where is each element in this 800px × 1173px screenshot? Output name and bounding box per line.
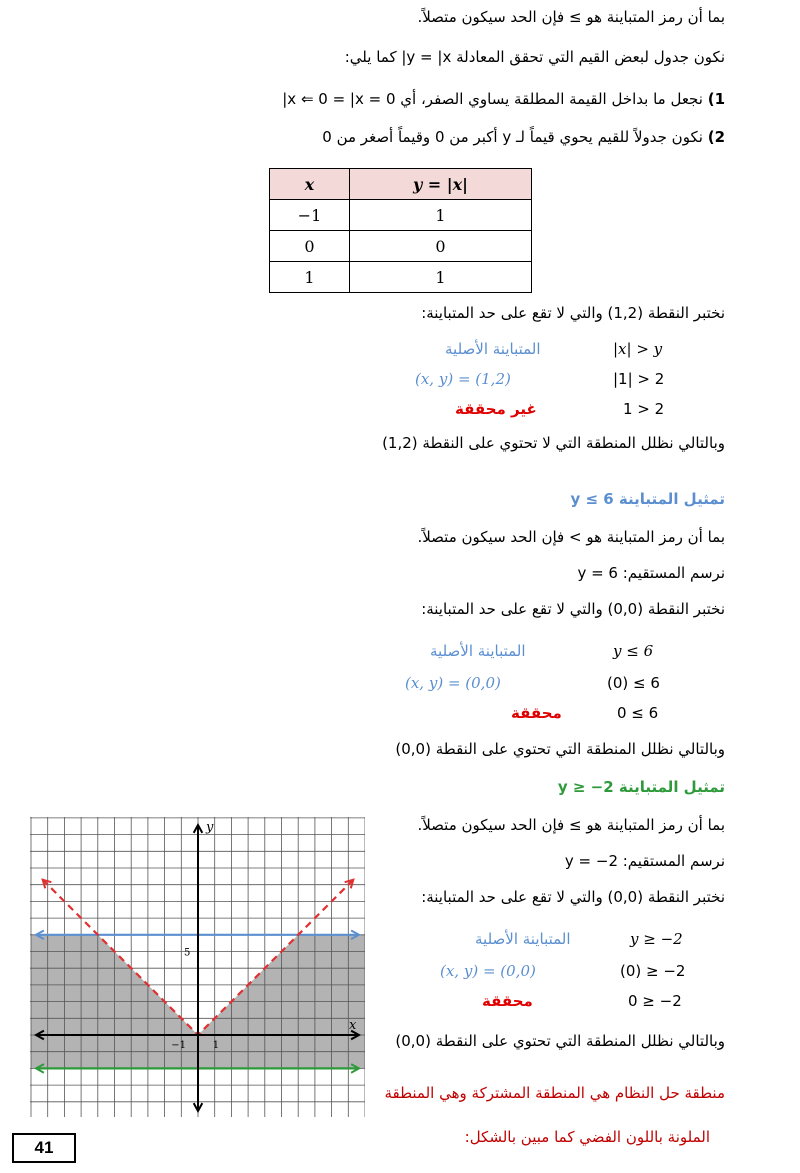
section2-heading: تمثيل المتباينة y ≤ 6 (570, 490, 725, 508)
test1-row-3-left: 1 > 2 (623, 400, 665, 418)
section3-conclusion: وبالتالي نظلل المنطقة التي تحتوي على النقطة (0,0) (395, 1032, 725, 1050)
intro-line-4 (322, 128, 725, 146)
section2-row-1-left: y ≤ 6 (613, 642, 654, 660)
table-cell: 0 (349, 231, 531, 262)
page-number: 41 (12, 1133, 76, 1163)
section2-row-1-right: المتباينة الأصلية (430, 642, 526, 660)
section2-row-2-left: (0) ≤ 6 (607, 674, 660, 692)
table-row (270, 231, 532, 262)
x-axis-label: x (349, 1018, 357, 1033)
test1-row-2-right: (x, y) = (1,2) (415, 370, 511, 388)
test1-title: نختبر النقطة (1,2) والتي لا تقع على حد المتباينة: (421, 304, 725, 322)
inequality-graph (30, 817, 365, 1117)
test1-row-1-right: المتباينة الأصلية (445, 340, 541, 358)
test1-row-3-right: غير محققة (455, 400, 537, 418)
table-header-x: x (270, 169, 350, 200)
section2-row-3-left: 0 ≤ 6 (617, 704, 659, 722)
section3-row-1-left: y ≥ −2 (630, 930, 683, 948)
section2-line-2: نرسم المستقيم: y = 6 (577, 564, 725, 582)
solution-line-2: الملونة باللون الفضي كما مبين بالشكل: (464, 1128, 710, 1146)
test1-row-1-left: |x| > y (613, 340, 663, 358)
intro-line-2: نكون جدول لبعض القيم التي تحقق المعادلة y = |x| كما يلي: (344, 48, 725, 66)
table-cell: 0 (270, 231, 350, 262)
section2-row-3-right: محققة (511, 704, 562, 722)
table-cell: −1 (270, 200, 350, 231)
section3-row-3-right: محققة (482, 992, 533, 1010)
step-text-1: نجعل ما بداخل القيمة المطلقة يساوي الصفر، أي 0 = x ⇐ 0 = |x| (282, 90, 703, 108)
x-tick-label-neg1: −1 (171, 1040, 187, 1051)
x-tick-label-1: 1 (212, 1040, 220, 1051)
y-axis-label: y (206, 820, 214, 835)
intro-line-3 (282, 90, 725, 108)
section2-conclusion: وبالتالي نظلل المنطقة التي تحتوي على النقطة (0,0) (395, 740, 725, 758)
section3-row-3-left: 0 ≥ −2 (628, 992, 682, 1010)
solution-line-1: منطقة حل النظام هي المنطقة المشتركة وهي المنطقة (384, 1084, 725, 1102)
table-header-row (270, 169, 532, 200)
section3-line-1: بما أن رمز المتباينة هو ≥ فإن الحد سيكون متصلاً. (417, 816, 725, 834)
section3-row-2-left: (0) ≥ −2 (620, 962, 686, 980)
section3-line-2: نرسم المستقيم: y = −2 (564, 852, 725, 870)
table-cell: 1 (349, 262, 531, 293)
table-row (270, 200, 532, 231)
section2-line-1: بما أن رمز المتباينة هو > فإن الحد سيكون متصلاً. (417, 528, 725, 546)
table-cell: 1 (270, 262, 350, 293)
table-cell: 1 (349, 200, 531, 231)
intro-line-1: بما أن رمز المتباينة هو ≥ فإن الحد سيكون متصلاً. (417, 8, 725, 26)
step-text-2: نكون جدولاً للقيم يحوي قيماً لـ y أكبر من 0 وقيماً أصغر من 0 (322, 128, 703, 146)
step-number-1: 1) (707, 90, 725, 108)
table-header-y: y = |x| (349, 169, 531, 200)
test1-conclusion: وبالتالي نظلل المنطقة التي لا تحتوي على النقطة (1,2) (382, 434, 725, 452)
step-number-2: 2) (707, 128, 725, 146)
section3-row-1-right: المتباينة الأصلية (475, 930, 571, 948)
y-tick-label-5: 5 (184, 947, 191, 959)
values-table (269, 168, 532, 293)
section3-line-3: نختبر النقطة (0,0) والتي لا تقع على حد المتباينة: (421, 888, 725, 906)
section3-heading: تمثيل المتباينة y ≥ −2 (557, 778, 725, 796)
section3-row-2-right: (x, y) = (0,0) (440, 962, 536, 980)
table-row (270, 262, 532, 293)
section2-line-3: نختبر النقطة (0,0) والتي لا تقع على حد المتباينة: (421, 600, 725, 618)
test1-row-2-left: |1| > 2 (613, 370, 665, 388)
section2-row-2-right: (x, y) = (0,0) (405, 674, 501, 692)
